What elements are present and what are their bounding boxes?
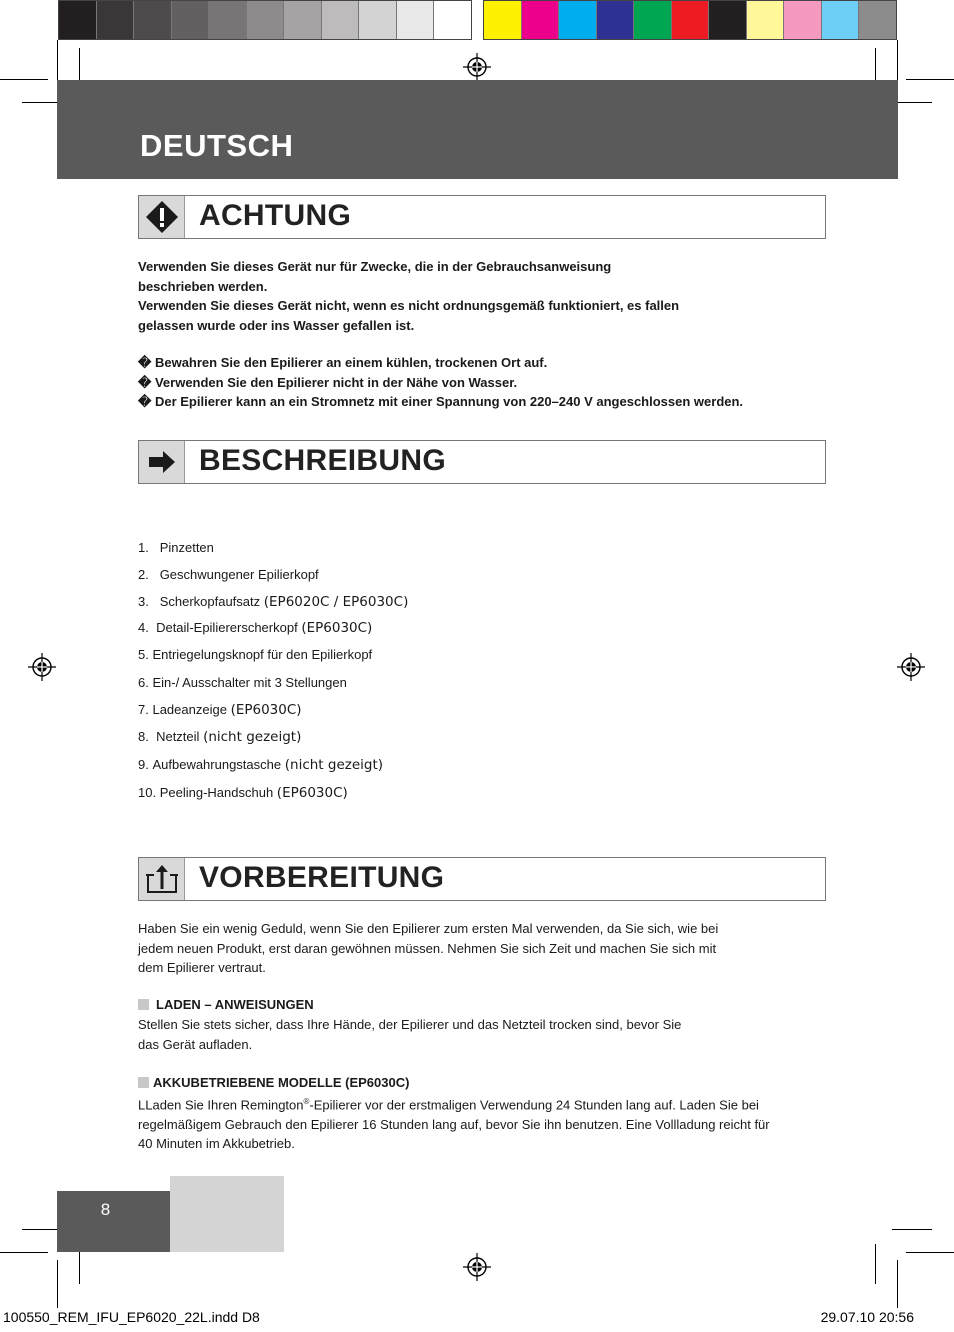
item-number: 7.: [138, 702, 149, 717]
color-swatch: [747, 1, 785, 39]
achtung-paragraph-1: [138, 257, 679, 335]
achtung-section-header: [138, 195, 826, 239]
item-model: (EP6030C): [230, 702, 302, 718]
registered-mark: ®: [303, 1097, 310, 1106]
square-bullet-icon: [138, 1077, 149, 1088]
color-swatch: [134, 1, 172, 39]
color-swatch: [672, 1, 710, 39]
item-label: Ein-/ Ausschalter mit 3 Stellungen: [152, 675, 347, 690]
vorbereitung-section-header: [138, 857, 826, 901]
item-label: Netzteil: [156, 729, 200, 744]
beschreibung-section-header: [138, 440, 826, 484]
item-number: 1.: [138, 540, 149, 555]
list-item: [138, 567, 319, 582]
item-label: Geschwungener Epilierkopf: [159, 567, 319, 582]
footer-filename: 100550_REM_IFU_EP6020_22L.indd D8: [3, 1309, 260, 1325]
language-title: DEUTSCH: [140, 128, 294, 163]
item-number: 8.: [138, 729, 149, 744]
page-number: 8: [100, 1200, 111, 1219]
color-swatch: [709, 1, 747, 39]
akku-text: [138, 1092, 838, 1154]
color-swatch: [322, 1, 360, 39]
item-number: 4.: [138, 620, 149, 635]
text-line: Haben Sie ein wenig Geduld, wenn Sie den Epilierer zum ersten Mal verwenden, da Sie sich, wie bei: [138, 921, 719, 936]
text-line: Verwenden Sie dieses Gerät nicht, wenn es nicht ordnungsgemäß funktioniert, es fallen: [138, 298, 680, 313]
list-item-text: Bewahren Sie den Epilierer an einem kühlen, trockenen Ort auf.: [154, 355, 548, 370]
list-item: [138, 702, 302, 718]
item-label: Ladeanzeige: [152, 702, 227, 717]
item-label: Pinzetten: [159, 540, 214, 555]
item-label: Scherkopfaufsatz: [159, 594, 261, 609]
list-item: [138, 785, 348, 801]
item-number: 9.: [138, 757, 149, 772]
color-swatch: [172, 1, 210, 39]
item-label: Peeling-Handschuh: [159, 785, 274, 800]
registration-mark-icon: [28, 653, 56, 681]
list-item: [138, 540, 214, 555]
list-item: [138, 594, 408, 610]
laden-heading-text: LADEN – ANWEISUNGEN: [156, 997, 314, 1012]
text-line: regelmäßigem Gebrauch den Epilierer 16 Stunden lang auf, bevor Sie ihn benutzen. Eine Vollladung reicht für: [138, 1116, 770, 1132]
laden-text: [138, 1015, 681, 1054]
bullet-glyph: �: [138, 374, 152, 390]
color-swatch: [284, 1, 322, 39]
color-swatch: [559, 1, 597, 39]
text-line: gelassen wurde oder ins Wasser gefallen ist.: [138, 317, 415, 333]
color-swatch: [484, 1, 522, 39]
akku-heading-text: AKKUBETRIEBENE MODELLE (EP6030C): [153, 1075, 410, 1090]
arrow-right-icon: [139, 441, 185, 483]
list-item: [138, 392, 743, 412]
item-number: 2.: [138, 567, 149, 582]
list-item: [138, 647, 372, 662]
color-swatch: [247, 1, 285, 39]
vorbereitung-intro: [138, 919, 718, 978]
item-model: (EP6030C): [301, 620, 373, 636]
achtung-bullet-list: [138, 353, 743, 412]
registration-mark-icon: [463, 1253, 491, 1281]
text-line: jedem neuen Produkt, erst daran gewöhnen müssen. Nehmen Sie sich Zeit und machen Sie sich mit: [138, 940, 717, 956]
text-fragment: -Epilierer vor der erstmaligen Verwendung 24 Stunden lang auf. Laden Sie bei: [309, 1097, 759, 1113]
list-item-text: Der Epilierer kann an ein Stromnetz mit einer Spannung von 220–240 V angeschlossen werden.: [154, 394, 744, 409]
page-tab-light: [170, 1176, 284, 1252]
color-swatch: [97, 1, 135, 39]
vorbereitung-title: VORBEREITUNG: [199, 861, 445, 894]
color-swatch: [359, 1, 397, 39]
grayscale-calibration-bar: [58, 0, 472, 40]
unbox-icon: [139, 858, 185, 900]
item-number: 6.: [138, 675, 149, 690]
item-number: 10.: [138, 785, 157, 800]
color-swatch: [634, 1, 672, 39]
color-swatch: [822, 1, 860, 39]
list-item: [138, 729, 301, 745]
item-model: (nicht gezeigt): [284, 757, 384, 773]
list-item: [138, 620, 372, 636]
item-number: 3.: [138, 594, 149, 609]
color-swatch: [784, 1, 822, 39]
text-fragment: LLaden Sie Ihren Remington: [138, 1097, 304, 1113]
color-swatch: [522, 1, 560, 39]
bullet-glyph: �: [138, 355, 152, 370]
registration-mark-icon: [897, 653, 925, 681]
item-label: Entriegelungsknopf für den Epilierkopf: [152, 647, 373, 662]
laden-heading: [138, 995, 314, 1015]
list-item: [138, 757, 383, 773]
color-swatch: [859, 1, 896, 39]
color-swatch: [434, 1, 471, 39]
bullet-glyph: �: [138, 394, 152, 409]
color-swatch: [209, 1, 247, 39]
item-model: (nicht gezeigt): [203, 729, 302, 745]
list-item: [138, 353, 743, 373]
registration-mark-icon: [463, 53, 491, 81]
text-line: [138, 1092, 838, 1115]
square-bullet-icon: [138, 999, 149, 1010]
item-label: Aufbewahrungstasche: [152, 757, 282, 772]
text-line: Stellen Sie stets sicher, dass Ihre Hände, der Epilierer und das Netzteil trocken sind, bevor Sie: [138, 1017, 682, 1032]
text-line: Verwenden Sie dieses Gerät nur für Zwecke, die in der Gebrauchsanweisung: [138, 259, 612, 274]
color-calibration-bar: [483, 0, 897, 40]
item-model: (EP6030C): [276, 785, 348, 801]
text-line: 40 Minuten im Akkubetrieb.: [138, 1136, 295, 1152]
item-label: Detail-Epiliererscherkopf: [156, 620, 298, 635]
color-swatch: [397, 1, 435, 39]
text-line: das Gerät aufladen.: [138, 1036, 253, 1052]
color-swatch: [597, 1, 635, 39]
text-line: beschrieben werden.: [138, 278, 268, 294]
achtung-title: ACHTUNG: [199, 199, 352, 232]
list-item: [138, 373, 743, 393]
list-item: [138, 675, 347, 690]
item-number: 5.: [138, 647, 149, 662]
color-swatch: [59, 1, 97, 39]
warning-icon: [139, 196, 185, 238]
list-item-text: Verwenden Sie den Epilierer nicht in der Nähe von Wasser.: [154, 374, 518, 390]
item-model: (EP6020C / EP6030C): [263, 594, 409, 610]
footer-date: 29.07.10 20:56: [820, 1309, 914, 1325]
text-line: dem Epilierer vertraut.: [138, 960, 266, 975]
akku-heading: [138, 1073, 409, 1093]
beschreibung-title: BESCHREIBUNG: [199, 444, 446, 477]
